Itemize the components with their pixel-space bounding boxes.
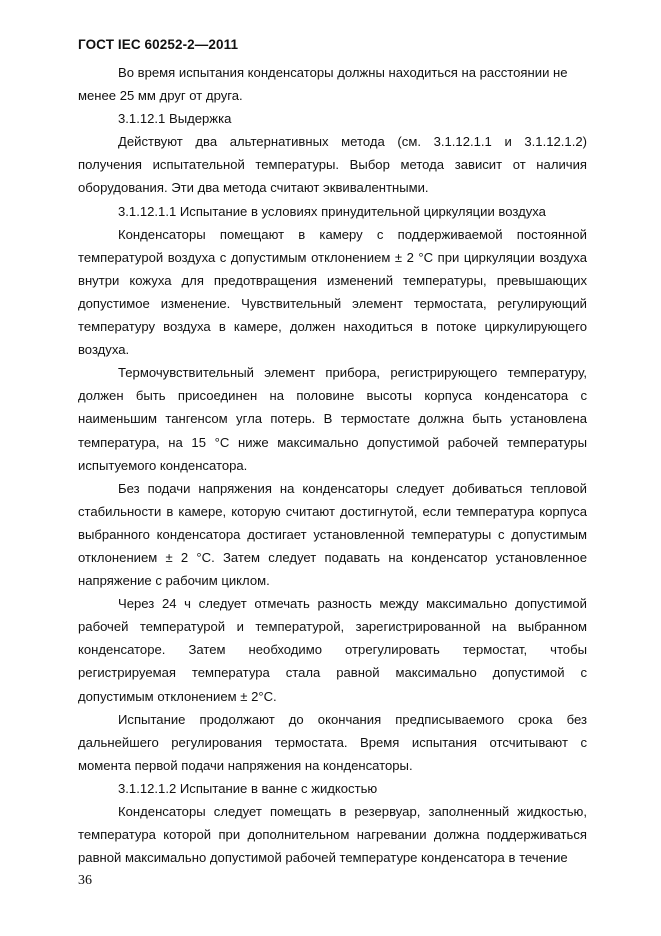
section-heading-exposure: 3.1.12.1 Выдержка — [118, 111, 232, 127]
section-heading-liquid-bath: 3.1.12.1.2 Испытание в ванне с жидкостью — [118, 780, 378, 796]
document-body — [78, 61, 587, 869]
paragraph-24h: Через 24 ч следует отмечать разность между максимально допустимой рабочей температурой и температурой, зарегистрированной на выбранном конденсаторе. Затем необходимо отрегулировать термостат, чтобы регистрируемая температура стала равной максимально допустимой с допустимым отклонением ± 2°С. — [78, 596, 587, 704]
paragraph-chamber: Конденсаторы помещают в камеру с поддерживаемой постоянной температурой воздуха с допустимым отклонением ± 2 °С при циркуляции воздуха внутри кожуха для предотвращения изменений температуры, превышающих допустимое изменение. Чувствительный элемент термостата, регулирующий температуру воздуха в камере, должен находиться в потоке циркулирующего воздуха. — [78, 226, 587, 358]
paragraph-spacing-note: Во время испытания конденсаторы должны находиться на расстоянии не менее 25 мм друг от друга. — [78, 65, 568, 104]
document-header: ГОСТ IEC 60252-2—2011 — [78, 37, 239, 52]
section-heading-forced-air: 3.1.12.1.1 Испытание в условиях принудительной циркуляции воздуха — [118, 203, 546, 219]
paragraph-liquid-tank: Конденсаторы следует помещать в резервуар, заполненный жидкостью, температура которой при дополнительном нагревании должна поддерживаться равной максимально допустимой рабочей температуре конденсатора в течение — [78, 804, 587, 866]
paragraph-continue-test: Испытание продолжают до окончания предписываемого срока без дальнейшего регулирования термостата. Время испытания отсчитывают с момента первой подачи напряжения на конденсаторы. — [78, 711, 587, 773]
paragraph-thermal-stability: Без подачи напряжения на конденсаторы следует добиваться тепловой стабильности в камере, которую считают достигнутой, если температура корпуса выбранного конденсатора достигает установленной температуры с допустимым отклонением ± 2 °С. Затем следует подавать на конденсатор установленное напряжение с рабочим циклом. — [78, 480, 587, 589]
paragraph-methods: Действуют два альтернативных метода (см. 3.1.12.1.1 и 3.1.12.1.2) получения испытательной температуры. Выбор метода зависит от наличия оборудования. Эти два метода считают эквивалентными. — [78, 134, 587, 196]
page-number: 36 — [78, 873, 92, 888]
paragraph-sensor: Термочувствительный элемент прибора, регистрирующего температуру, должен быть присоединен на половине высоты корпуса конденсатора с наименьшим тангенсом угла потерь. В термостате должна быть установлена температура, на 15 °С ниже максимально допустимой рабочей температуры испытуемого конденсатора. — [78, 365, 587, 473]
